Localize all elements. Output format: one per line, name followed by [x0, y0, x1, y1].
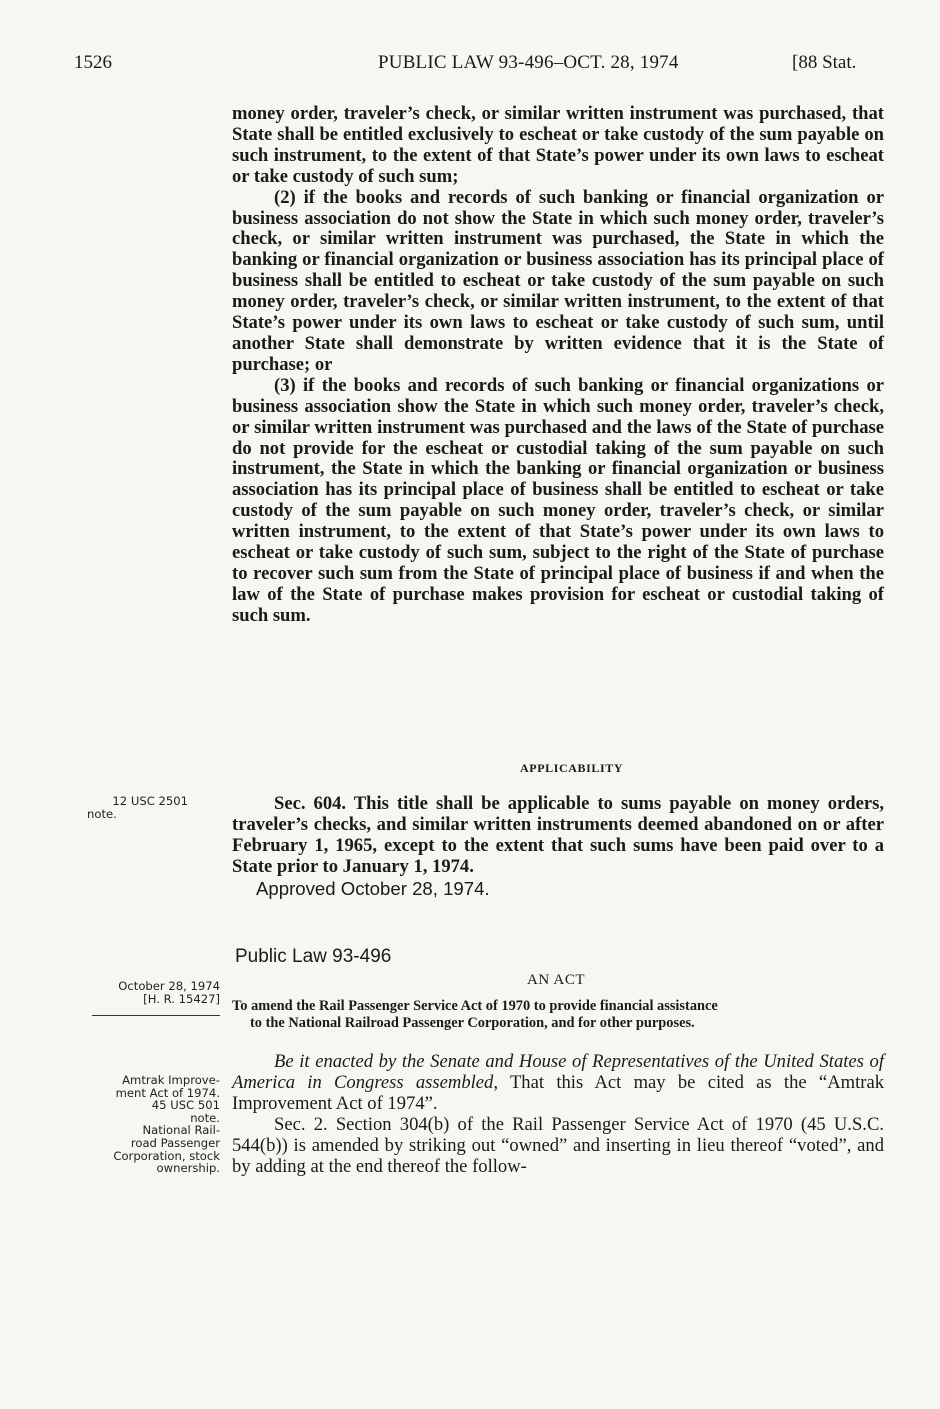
bill-number: [H. R. 15427] [143, 992, 220, 1007]
section-604 [232, 794, 884, 878]
enacting-section [232, 1052, 884, 1177]
purpose-line: to the National Railroad Passenger Corporation, and for other purposes. [250, 1015, 695, 1031]
enacting-clause [232, 1052, 884, 1115]
approval-date: Approved October 28, 1974. [256, 878, 490, 899]
enactment-date: October 28, 1974 [118, 979, 220, 993]
margin-note-date [60, 980, 220, 1006]
running-head [0, 52, 940, 82]
margin-note-line: Amtrak Improve- [122, 1073, 220, 1087]
margin-note-line: Corporation, stock [113, 1148, 220, 1163]
enacting-clause-rest: That this Act may be cited as the “Amtrak Improvement Act of 1974”. [232, 1071, 884, 1114]
applicability-heading: APPLICABILITY [520, 761, 624, 775]
margin-note-line: road Passenger [130, 1135, 220, 1150]
margin-note-line: note. [87, 807, 117, 822]
act-heading: AN ACT [527, 972, 586, 988]
paragraph-2: (2) if the books and records of such banking or financial organization or business association do not show the State in which such money order, traveler’s check, or similar written instrument was purchased, the State in which the banking or financial organization or business association has its principal place of business shall be entitled to escheat or take custody of the sum payable on such money order, traveler’s check, or similar written instrument, to the extent of that State’s power under its own laws to escheat or take custody of such sum, until another State shall demonstrate by written evidence that it is the State of purchase; or [232, 186, 884, 375]
margin-note-line: ownership. [156, 1161, 220, 1176]
margin-note-usc-2501 [60, 795, 188, 821]
margin-note-line: National Rail- [142, 1123, 220, 1138]
statute-volume: [88 Stat. [792, 52, 857, 73]
margin-note-line: ment Act of 1974. [115, 1085, 220, 1100]
section-2-text: Sec. 2. Section 304(b) of the Rail Passenger Service Act of 1970 (45 U.S.C. 544(b)) is amended by striking out “owned” and inserting in lieu thereof “voted”, and by adding at the end thereof the follow- [232, 1113, 884, 1177]
section-604-text: Sec. 604. This title shall be applicable to sums payable on money orders, traveler’s checks, and similar written instruments deemed abandoned on or after February 1, 1965, except to the extent that such sums have been paid over to a State prior to January 1, 1974. [232, 793, 884, 877]
continued-section-text [232, 104, 884, 627]
page-number: 1526 [74, 52, 112, 73]
margin-note-line: 45 USC 501 [151, 1098, 220, 1113]
purpose-line: To amend the Rail Passenger Service Act of 1970 to provide financial assistance [232, 998, 718, 1014]
margin-note-line: note. [190, 1110, 220, 1125]
margin-rule [92, 1015, 220, 1016]
paragraph-3: (3) if the books and records of such banking or financial organizations or business association show the State in which such money order, traveler’s check, or similar written instrument was purchased and the laws of the State of purchase do not provide for the escheat or custodial taking of the sum payable on such instrument, the State in which the banking or financial organization or business association has its principal place of business shall be entitled to escheat or take custody of the sum payable on such money order, traveler’s check, or similar written instrument, to the extent of that State’s power under its own laws to escheat or take custody of such sum, subject to the right of the State of purchase to recover such sum from the State of principal place of business if and when the law of the State of purchase makes provision for escheat or custodial taking of such sum. [232, 374, 884, 626]
margin-note-line: 12 USC 2501 [112, 794, 188, 808]
public-law-number: Public Law 93-496 [235, 946, 392, 967]
running-head-title: PUBLIC LAW 93-496–OCT. 28, 1974 [378, 52, 679, 73]
enacting-clause-italic: Be it enacted by the Senate and House of Representatives of the United States of America in Congress assembled, [232, 1051, 884, 1093]
margin-note-amtrak [60, 1074, 220, 1175]
paragraph-1-continued: money order, traveler’s check, or similar written instrument was purchased, that State shall be entitled exclusively to escheat or take custody of the sum payable on such instrument, to the extent of that State’s power under its own laws to escheat or take custody of such sum; [232, 103, 884, 187]
act-purpose [232, 998, 892, 1032]
